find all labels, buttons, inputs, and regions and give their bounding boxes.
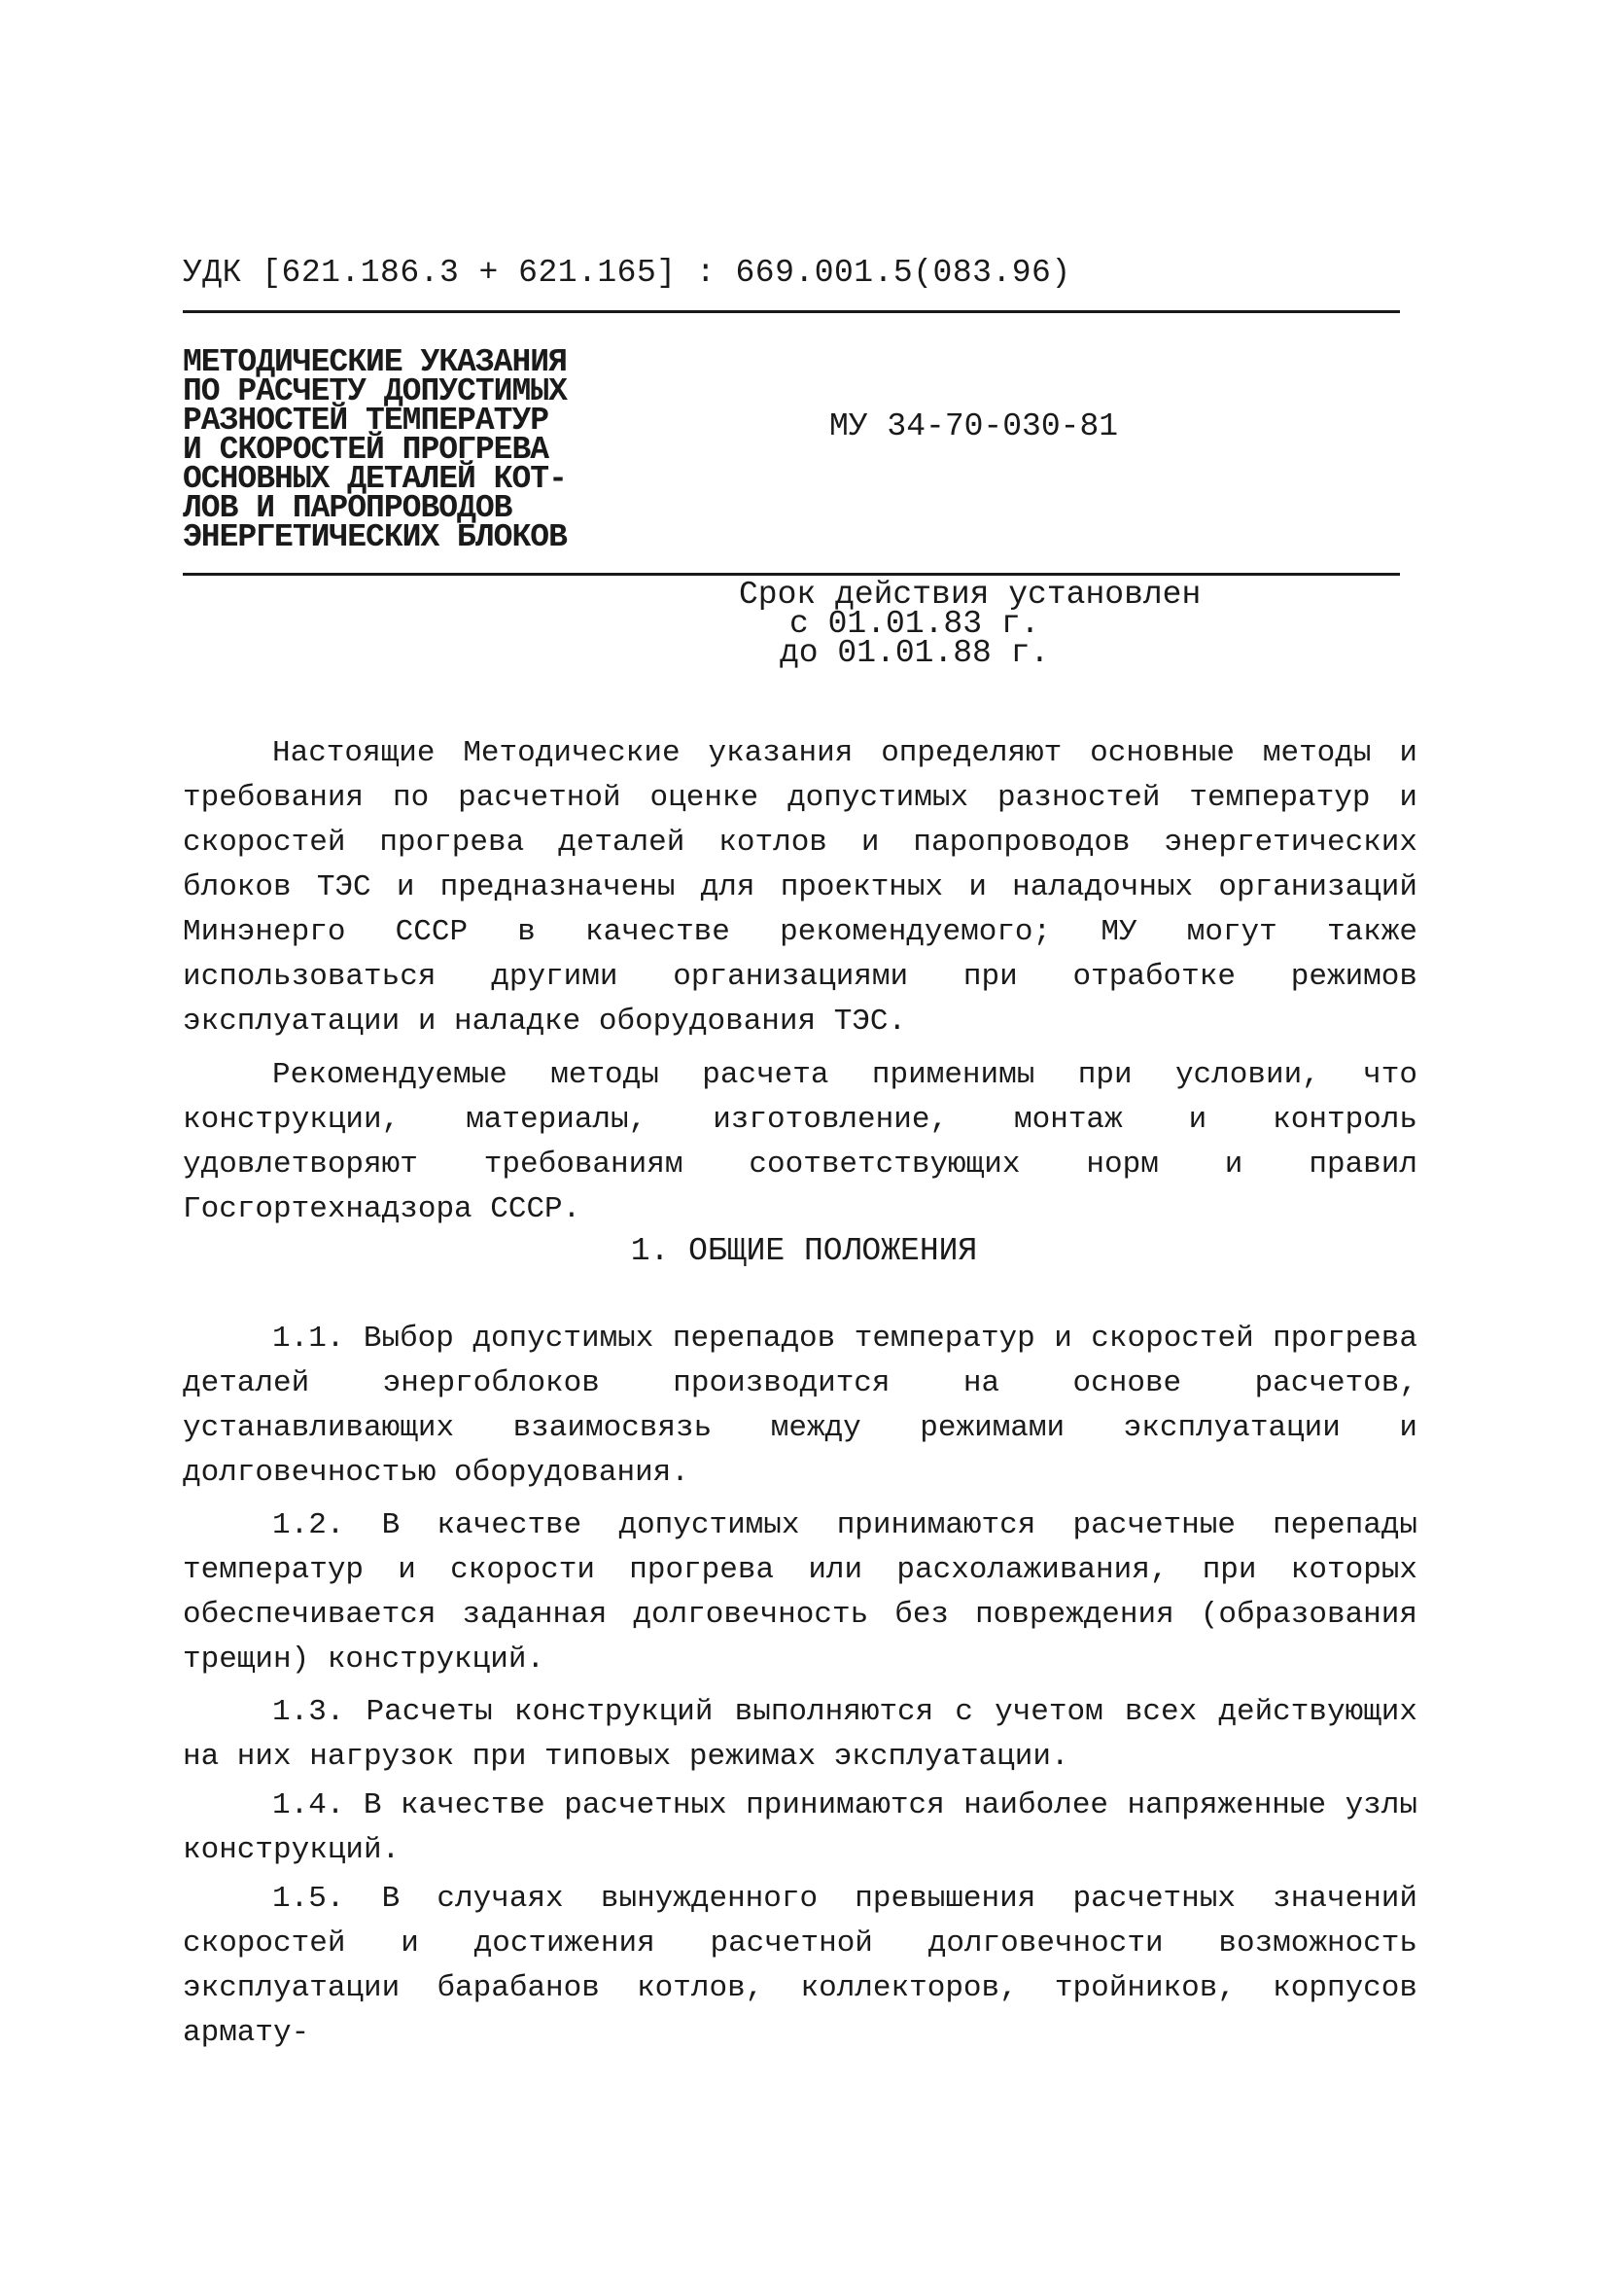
title-line: ЛОВ И ПАРОПРОВОДОВ <box>183 490 512 526</box>
clause-1-2: 1.2. В качестве допустимых принимаются расчетные перепады температур и скорости прогрева или расхолаживания, при которых обеспечивается заданная долговечность без повреждения (образования трещин) конструкций. <box>183 1508 1417 1677</box>
udk-classification: УДК [621.186.3 + 621.165] : 669.001.5(083.96) <box>183 255 1071 291</box>
clause-1-1: 1.1. Выбор допустимых перепадов температур и скоростей прогрева деталей энергоблоков производится на основе расчетов, устанавливающих взаимосвязь между режимами эксплуатации и долговечностью оборудования. <box>183 1322 1417 1490</box>
clause-1-3: 1.3. Расчеты конструкций выполняются с учетом всех действующих на них нагрузок при типовых режимах эксплуатации. <box>183 1695 1417 1774</box>
title-line: МЕТОДИЧЕСКИЕ УКАЗАНИЯ <box>183 344 567 380</box>
validity-label: Срок действия установлен <box>739 577 1202 613</box>
section-heading: 1. ОБЩИЕ ПОЛОЖЕНИЯ <box>630 1233 978 1269</box>
document-title <box>183 344 591 555</box>
title-line: ОСНОВНЫХ ДЕТАЛЕЙ КОТ- <box>183 461 567 497</box>
clause-1-5: 1.5. В случаях вынужденного превышения расчетных значений скоростей и достижения расчетной долговечности возможность эксплуатации барабанов котлов, коллекторов, тройников, корпусов армату- <box>183 1882 1417 2050</box>
title-line: И СКОРОСТЕЙ ПРОГРЕВА <box>183 432 549 468</box>
title-line: РАЗНОСТЕЙ ТЕМПЕРАТУР <box>183 403 549 439</box>
title-line: ПО РАСЧЕТУ ДОПУСТИМЫХ <box>183 373 567 409</box>
title-line: ЭНЕРГЕТИЧЕСКИХ БЛОКОВ <box>183 519 567 555</box>
intro-paragraph-1: Настоящие Методические указания определяют основные методы и требования по расчетной оценке допустимых разностей температур и скоростей прогрева деталей котлов и паропроводов энергетических блоков ТЭС и предназначены для проектных и наладочных организаций Минэнерго СССР в качестве рекомендуемого; МУ могут также использоваться другими организациями при отработке режимов эксплуатации и наладке оборудования ТЭС. <box>183 736 1417 1039</box>
header-divider <box>183 310 1400 313</box>
document-code: МУ 34-70-030-81 <box>829 408 1119 444</box>
validity-to: до 01.01.88 г. <box>780 635 1050 671</box>
title-divider <box>183 573 1400 576</box>
clause-1-4: 1.4. В качестве расчетных принимаются наиболее напряженные узлы конструкций. <box>183 1788 1417 1867</box>
validity-from: с 01.01.83 г. <box>789 606 1040 642</box>
intro-paragraph-2: Рекомендуемые методы расчета применимы при условии, что конструкции, материалы, изготовление, монтаж и контроль удовлетворяют требованиям соответствующих норм и правил Госгортехнадзора СССР. <box>183 1058 1417 1226</box>
validity-period <box>739 577 1202 671</box>
